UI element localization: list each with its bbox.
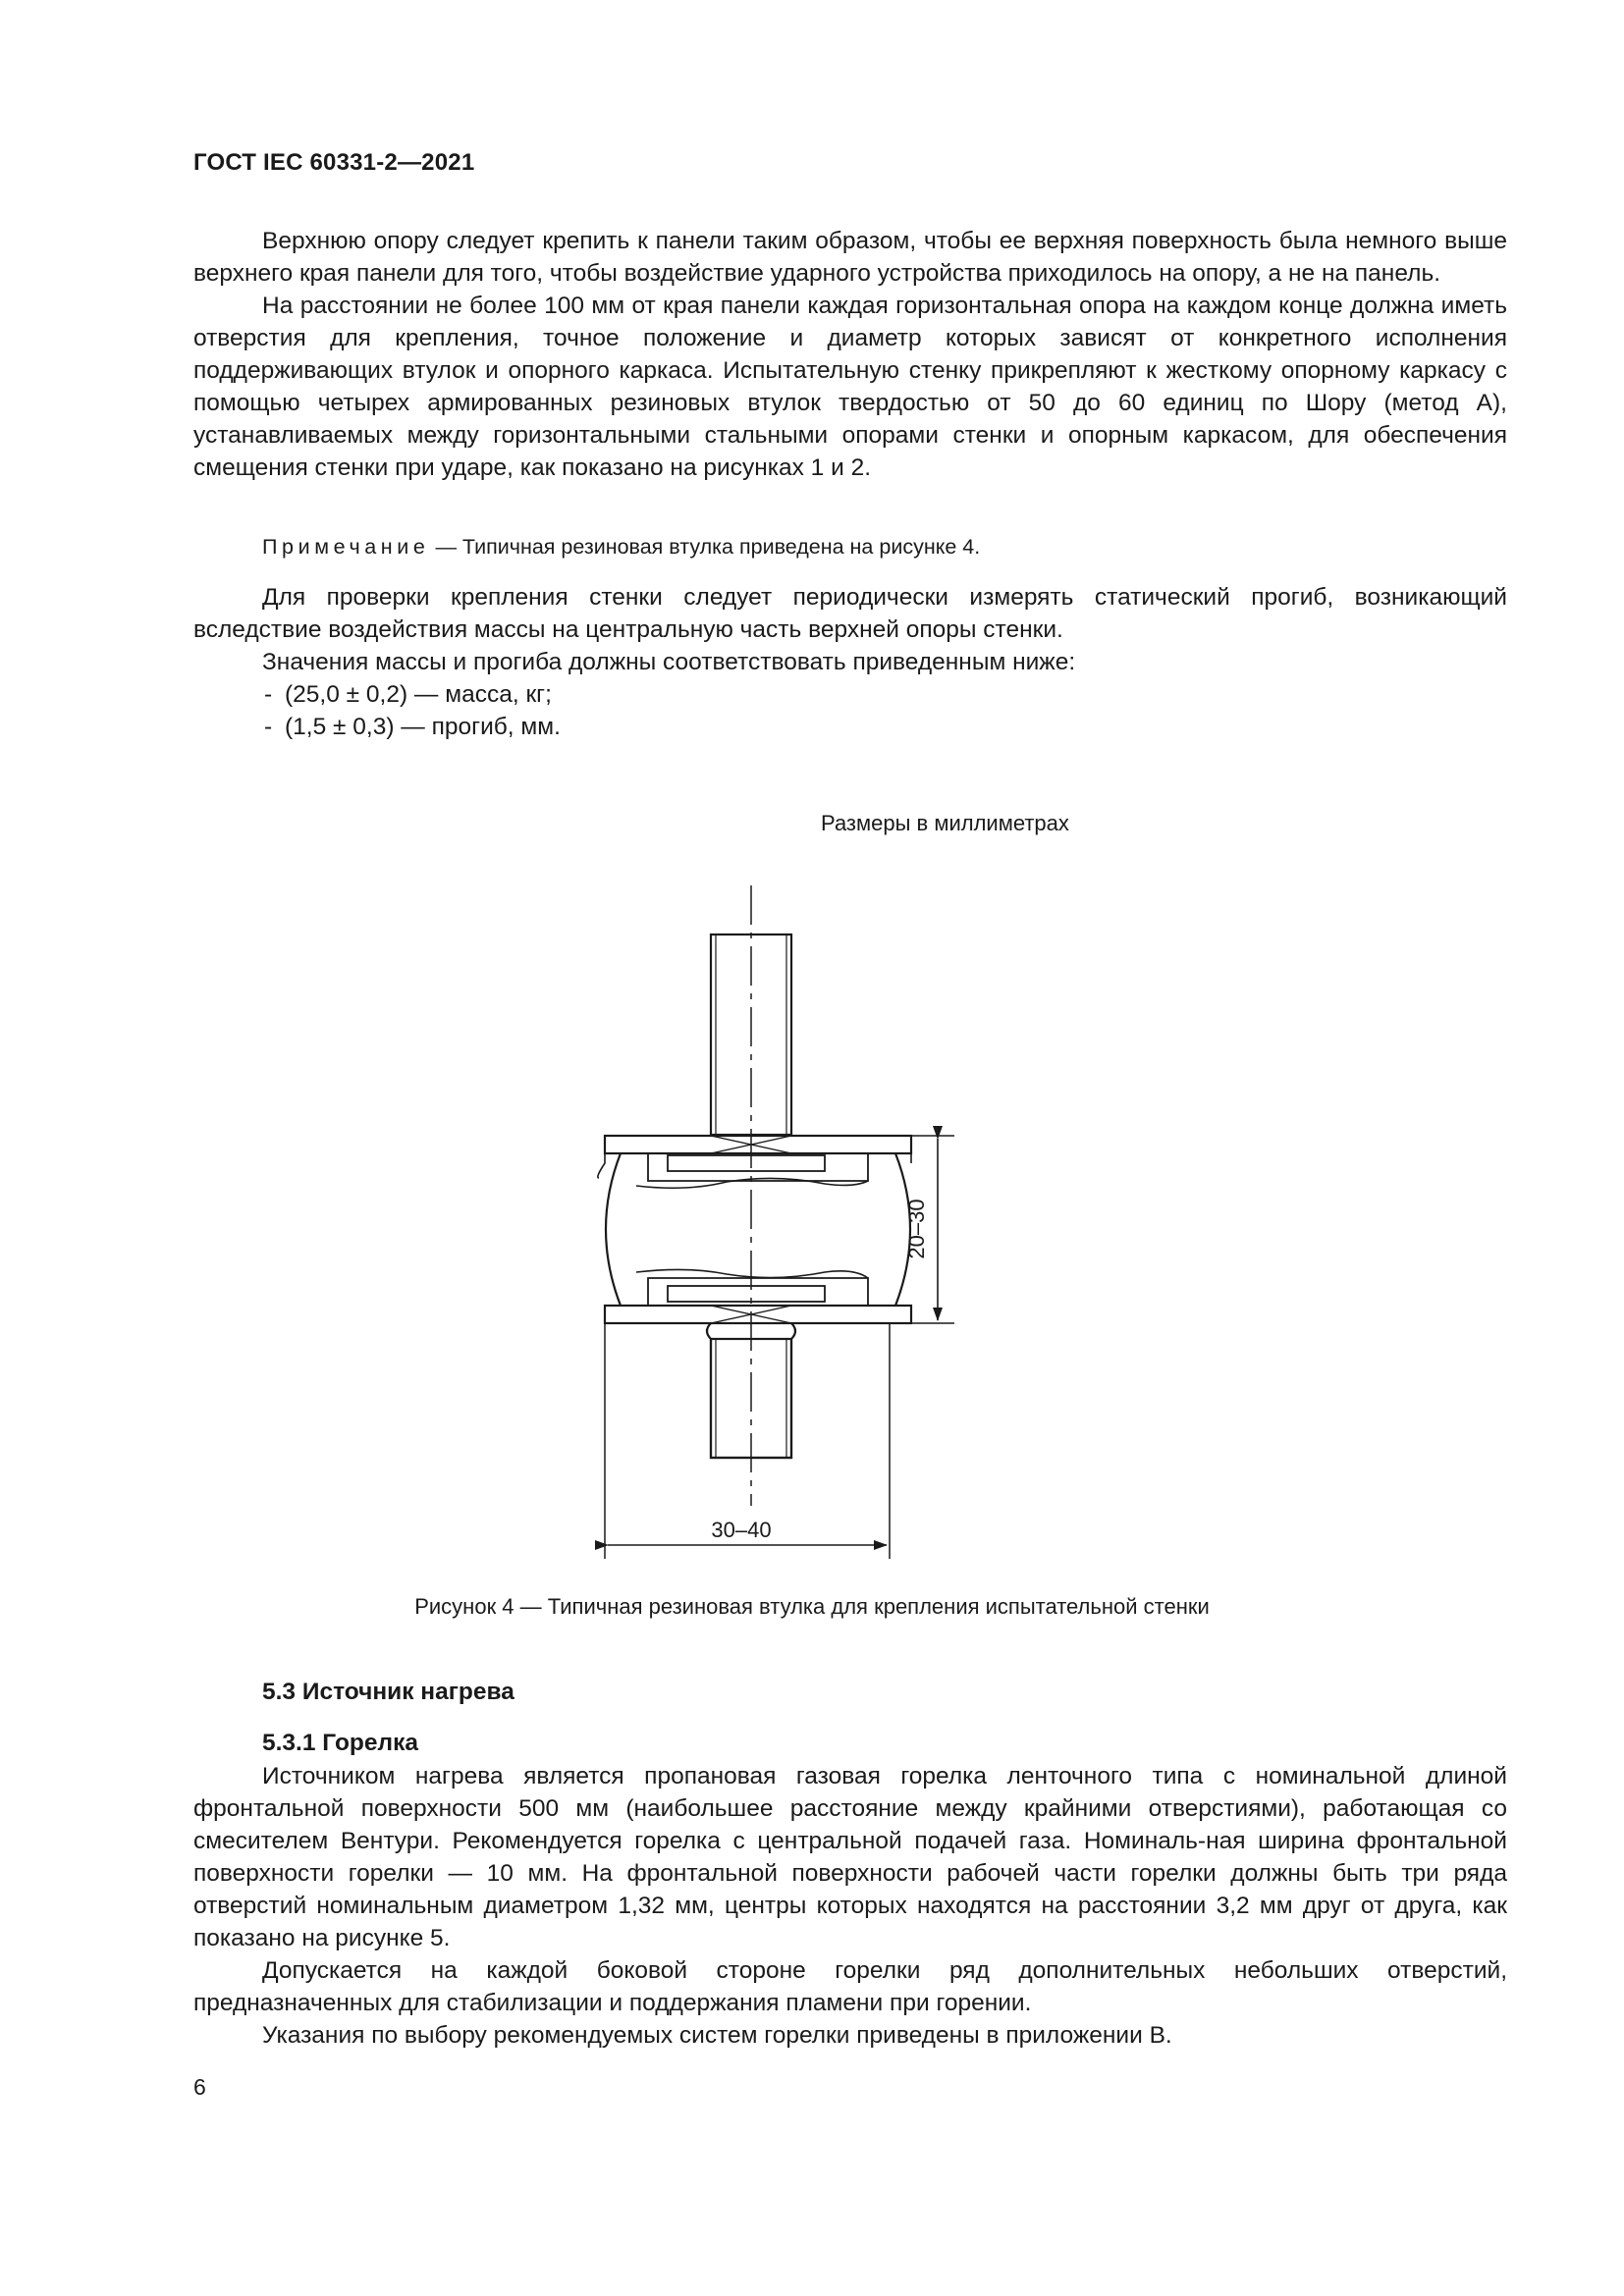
document-header: ГОСТ IEC 60331-2—2021 [193,149,475,176]
section-heading: 5.3 Источник нагрева [262,1679,514,1705]
page-number: 6 [193,2074,206,2100]
figure-caption: Рисунок 4 — Типичная резиновая втулка для крепления испытательной стенки [414,1594,1210,1619]
height-dimension-label: 20–30 [904,1199,929,1259]
units-note: Размеры в миллиметрах [821,811,1069,835]
rubber-edge-top [636,1178,868,1188]
bottom-plate [605,1306,911,1323]
list-item: - (25,0 ± 0,2) — масса, кг; [285,678,561,711]
list-marker: - [264,714,273,740]
list-item: - (1,5 ± 0,3) — прогиб, мм. [285,711,561,743]
note-text: — Типичная резиновая втулка приведена на рисунке 4. [435,535,981,559]
paragraph: Для проверки крепления стенки следует периодически измерять статический прогиб, возникающий вследствие воздействия массы на центральную часть верхней опоры стенки. [193,584,1507,643]
paragraph: На расстоянии не более 100 мм от края панели каждая горизонтальная опора на каждом конце должна иметь отверстия для крепления, точное положение и диаметр которых зависят от конкретного исполнения поддерживающих втулок и опорного каркаса. Испытательную стенку прикрепляют к жесткому опорному каркасу с помощью четырех армированных резиновых втулок твердостью от 50 до 60 единиц по Шору (метод A), устанавливаемых между горизонтальными стальными опорами стенки и опорным каркасом, для обеспечения смещения стенки при ударе, как показано на рисунках 1 и 2. [193,293,1507,481]
paragraph: Допускается на каждой боковой стороне горелки ряд дополнительных небольших отверстий, предназначенных для стабилизации и поддержания пламени при горении. [193,1957,1507,2016]
width-dimension-label: 30–40 [711,1518,772,1542]
paragraph: Источником нагрева является пропановая газовая горелка ленточного типа с номинальной длиной фронтальной поверхности 500 мм (наибольшее расстояние между крайними отверстиями), работающая со смесителем Вентури. Рекомендуется горелка с центральной подачей газа. Номиналь-ная ширина фронтальной поверхности горелки — 10 мм. На фронтальной поверхности рабочей части горелки должны быть три ряда отверстий номинальным диаметром 1,32 мм, центры которых находятся на расстоянии 3,2 мм друг от друга, как показано на рисунке 5. [193,1763,1507,1951]
rubber-body-left [606,1153,621,1306]
section-text [193,1760,1507,2052]
top-plate [605,1136,911,1153]
subsection-heading: 5.3.1 Горелка [262,1730,418,1756]
paragraph: Верхнюю опору следует крепить к панели таким образом, чтобы ее верхняя поверхность была немного выше верхнего края панели для того, чтобы воздействие ударного устройства приходилось на опору, а не на панель. [193,228,1507,287]
note-label: Примечание [262,535,430,559]
list-marker: - [264,681,273,708]
rubber-edge-bottom [636,1269,868,1278]
paragraph: Указания по выбору рекомендуемых систем горелки приведены в приложении B. [262,2022,1172,2049]
paragraph: Значения массы и прогиба должны соответствовать приведенным ниже: [262,649,1076,675]
